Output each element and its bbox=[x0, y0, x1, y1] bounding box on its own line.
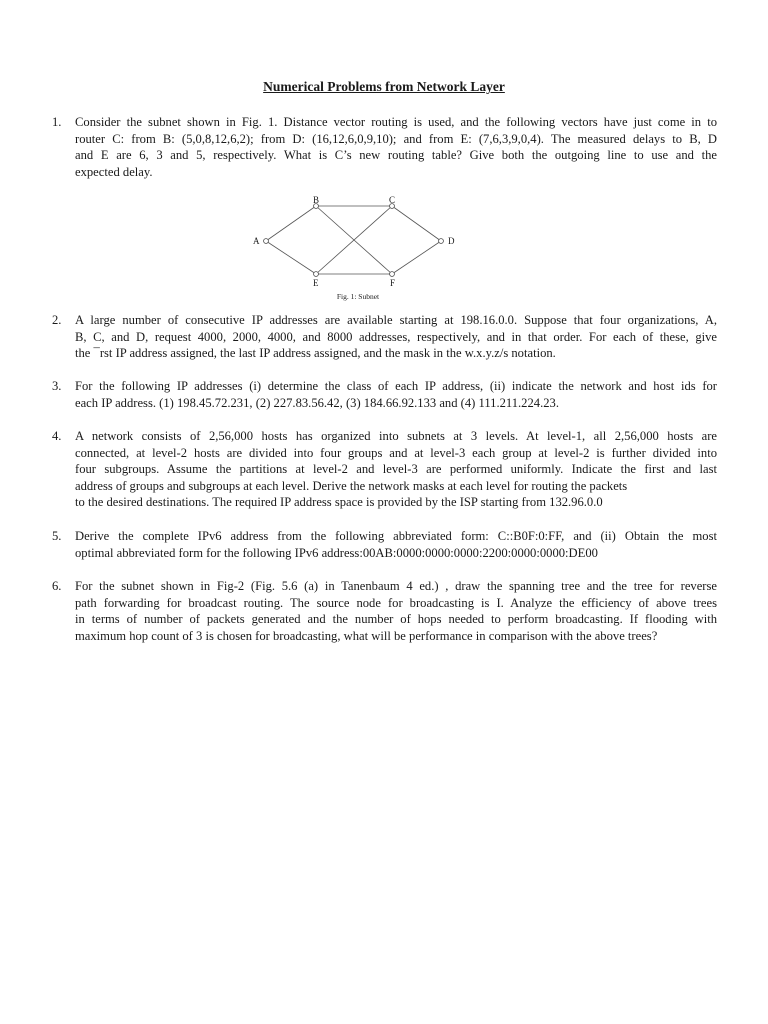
problem-2 bbox=[52, 312, 717, 362]
problem-number: 4. bbox=[52, 429, 62, 443]
problem-6 bbox=[52, 578, 717, 644]
edge-f-d bbox=[392, 241, 441, 274]
node-label-e: E bbox=[313, 278, 319, 288]
problem-number: 2. bbox=[52, 313, 62, 327]
subnet-graph bbox=[248, 194, 468, 306]
text-line: in terms of number of packets generated and the number of hops needed to perform broadcasting. If flooding with bbox=[75, 612, 717, 626]
text-line: path forwarding for broadcast routing. The source node for broadcasting is I. Analyze the efficiency of above trees bbox=[75, 595, 717, 610]
text-line: A network consists of 2,56,000 hosts has organized into subnets at 3 levels. At level-1, all 2,56,000 hosts are bbox=[75, 429, 717, 443]
text-line: to the desired destinations. The required IP address space is provided by the ISP starting from 132.96.0.0 bbox=[75, 495, 603, 509]
text-line: address of groups and subgroups at each level. Derive the network masks at each level for routing the packets bbox=[75, 478, 628, 493]
problem-number: 1. bbox=[52, 115, 62, 129]
edge-a-e bbox=[266, 241, 316, 274]
node-a bbox=[264, 239, 269, 244]
node-d bbox=[439, 239, 444, 244]
text-line: A large number of consecutive IP addresses are available starting at 198.16.0.0. Suppose that four organizations, A, bbox=[75, 313, 717, 327]
edge-a-b bbox=[266, 206, 316, 241]
edge-c-d bbox=[392, 206, 441, 241]
problem-text bbox=[75, 312, 717, 362]
problem-5 bbox=[52, 528, 717, 561]
node-label-d: D bbox=[448, 236, 455, 246]
subnet-figure bbox=[248, 194, 468, 306]
text-line: and E are 6, 3 and 5, respectively. What is C’s new routing table? Give both the outgoing line to use and the bbox=[75, 148, 717, 162]
problem-3 bbox=[52, 378, 717, 411]
text-line: connected, at level-2 hosts are divided into four groups and at level-3 each group at level-2 is further divided into bbox=[75, 445, 717, 460]
problem-text bbox=[75, 428, 717, 511]
problem-1 bbox=[52, 114, 717, 180]
text-line: four subgroups. Assume the partitions at level-2 and level-3 are performed uniformly. Indicate the first and last bbox=[75, 462, 717, 476]
text-line: Derive the complete IPv6 address from the following abbreviated form: C::B0F:0:FF, and (ii) Obtain the most bbox=[75, 529, 717, 543]
text-line: For the subnet shown in Fig-2 (Fig. 5.6 (a) in Tanenbaum 4 ed.) , draw the spanning tree and the tree for reverse bbox=[75, 579, 717, 593]
node-label-f: F bbox=[390, 278, 396, 288]
text-line: For the following IP addresses (i) determine the class of each IP address, (ii) indicate the network and host ids for bbox=[75, 379, 717, 393]
node-label-c: C bbox=[389, 195, 396, 205]
problem-number: 6. bbox=[52, 579, 62, 593]
problem-text bbox=[75, 378, 717, 411]
problem-number: 5. bbox=[52, 529, 62, 543]
page-title: Numerical Problems from Network Layer bbox=[263, 79, 505, 94]
text-line: the ¯rst IP address assigned, the last IP address assigned, and the mask in the w.x.y.z/s notation. bbox=[75, 346, 556, 360]
node-label-a: A bbox=[253, 236, 260, 246]
problem-text bbox=[75, 578, 717, 644]
node-f bbox=[390, 272, 395, 277]
node-label-b: B bbox=[313, 195, 320, 205]
problem-text bbox=[75, 114, 717, 180]
text-line: expected delay. bbox=[75, 164, 153, 179]
problem-number: 3. bbox=[52, 379, 62, 393]
figure-caption: Fig. 1: Subnet bbox=[336, 292, 380, 301]
text-line: B, C, and D, request 4000, 2000, 4000, and 8000 addresses, respectively, and in that order. For each of these, give bbox=[75, 329, 717, 344]
text-line: each IP address. (1) 198.45.72.231, (2) 227.83.56.42, (3) 184.66.92.133 and (4) 111.211.224.23. bbox=[75, 395, 559, 410]
text-line: router C: from B: (5,0,8,12,6,2); from D: (16,12,6,0,9,10); and from E: (7,6,3,9,0,4). The measured delays to B, D bbox=[75, 131, 717, 146]
text-line: Consider the subnet shown in Fig. 1. Distance vector routing is used, and the following vectors have just come in to bbox=[75, 115, 717, 129]
problem-text bbox=[75, 528, 717, 561]
text-line: optimal abbreviated form for the following IPv6 address:00AB:0000:0000:0000:2200:0000:0000:DE00 bbox=[75, 545, 598, 560]
problem-4 bbox=[52, 428, 717, 511]
node-e bbox=[314, 272, 319, 277]
text-line: maximum hop count of 3 is chosen for broadcasting, what will be performance in comparison with the above trees? bbox=[75, 628, 658, 643]
